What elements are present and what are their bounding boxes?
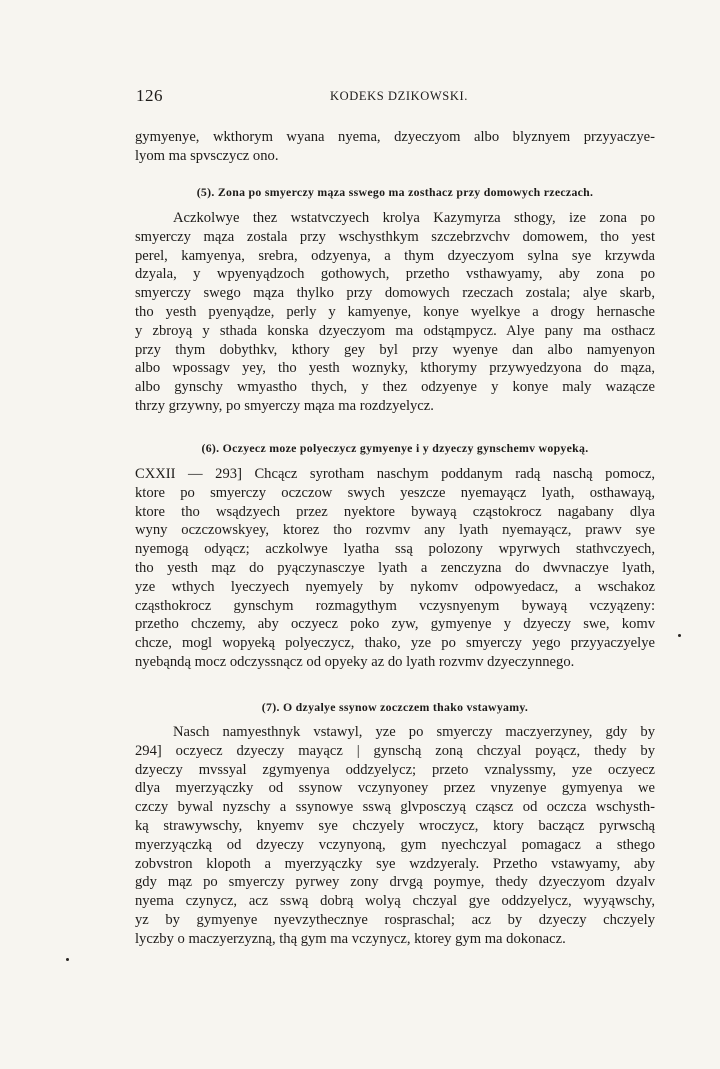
- text-line: wyny oczczowskyey, ktorez tho rozvmv any lyath nyemayącz, prawv sye: [135, 522, 655, 539]
- section-6-heading: (6). Oczyecz moze polyeczycz gymyenye i y dzyeczy gynschemv wopyeką.: [201, 441, 589, 455]
- text-line: 294] oczyecz dzyeczy mayącz | gynschą zoną chczyal poyącz, thedy by: [135, 742, 655, 759]
- text-line: tho yesth mąz do pyączynasczye lyath a zenczyzna do dwvnaczye lyath,: [135, 559, 655, 576]
- section-7-heading: (7). O dzyalye ssynow zoczczem thako vstawyamy.: [261, 700, 529, 714]
- text-line: nyemogą odyącz; aczkolwye lyatha ssą polozony wpyrwych stathvczyech,: [135, 541, 655, 558]
- text-line: dzyeczy mvssyal zgymyenya oddzyelycz; przeto vznalyssmy, yze oczyecz: [135, 761, 655, 778]
- text-line: czczy bywal nyzschy a ssynowye sswą glvposczyą cząscz od oczcza wschysth-: [135, 799, 655, 816]
- text-line: Nasch namyesthnyk vstawyl, yze po smyerczy maczyerzyney, gdy by: [173, 724, 655, 740]
- page-number: 126: [136, 86, 163, 105]
- text-line: lyczby o maczyerzyzną, thą gym ma vczynycz, ktorey gym ma dokonacz.: [135, 930, 566, 947]
- text-line: yze wthych lyeczyech nyemyely by nykomv odpowyedacz, a wschakoz: [135, 578, 655, 595]
- margin-mark: [678, 634, 681, 637]
- text-line: ktore po smyerczy oczczow swych yeszcze nyemayącz lyath, osthawayą,: [135, 484, 655, 501]
- text-line: cząsthokrocz gynschym rozmagythym vczysnyenym bywayą vczyązeny:: [135, 597, 655, 614]
- text-line: zobvstron klopoth a myerzyączky sye wzdzyeraly. Przetho vstawyamy, aby: [135, 855, 655, 872]
- text-line: przy thym dobythkv, kthory gey byl przy wyenye dan albo namyenyon: [135, 341, 655, 358]
- text-line: dlya myerzyączky od ssynow vczynyoney przez vnyzenye gymyenya we: [135, 780, 655, 797]
- text-line: dzyala, y wpyenyądzoch gothowych, przetho vsthawyamy, aby zona po: [135, 266, 655, 283]
- text-line: perel, kamyenya, srebra, odzyenya, a thym dzyeczyom sylna sye krzywda: [135, 247, 655, 264]
- text-line: ktore tho wsądzyech przez nyektore bywayą cząstokrocz nagabany dlya: [135, 503, 655, 520]
- text-line: przetho chczemy, aby oczyecz poko zyw, gymyenye y dzyeczy swe, komv: [135, 616, 655, 633]
- text-line: nyebąndą mocz odczyssnącz od opyeky az do lyath rozvmv dzyeczynnego.: [135, 653, 575, 670]
- section-5-heading: (5). Zona po smyerczy mąza sswego ma zosthacz przy domowych rzeczach.: [196, 185, 594, 199]
- section-7-paragraph: [135, 723, 655, 949]
- text-line: chcze, mogl wopyeką polyeczycz, thako, yze po smyerczy yego przyyaczyelye: [135, 635, 655, 652]
- text-line: albo wpossagv yey, tho yesth woznyky, kthorymy przywyedzyona do mąza,: [135, 360, 655, 377]
- text-line: y zbroyą y sthada konska dzyeczyom ma odstąmpycz. Alye pany ma osthacz: [135, 322, 655, 339]
- text-line: gymyenye, wkthorym wyana nyema, dzyeczyom albo blyznyem przyyaczye-: [135, 129, 655, 145]
- section-6-paragraph: [135, 465, 655, 672]
- text-line: gdy mąz po smyerczy pyrwey zony drvgą poymye, thedy dzyeczyom dzyalv: [135, 874, 655, 891]
- section-5-paragraph: [135, 209, 655, 416]
- intro-paragraph: [135, 128, 655, 166]
- text-line: yz by gymyenye nyevzythecznye rospraschal; acz by dzyeczy chczyely: [135, 911, 655, 928]
- text-line: Aczkolwye thez wstatvczyech krolya Kazymyrza sthogy, ize zona po: [173, 210, 655, 226]
- text-line: nyema czynycz, acz sswą dobrą wolyą chczyal gye oddzyelycz, wyyąwschy,: [135, 893, 655, 910]
- text-line: smyerczy swego mąza thylko przy domowych rzeczach zostala; alye skarb,: [135, 285, 655, 302]
- text-line: albo gynschy wmyastho thych, y thez odzyenye y konye maly wazącze: [135, 379, 655, 396]
- text-line: myerzyączką od dzyeczy vczynyoną, gym nyechczyal pomagacz a sthego: [135, 836, 655, 853]
- text-line: CXXII — 293] Chcącz syrotham naschym poddanym radą naschą pomocz,: [135, 466, 655, 482]
- text-line: smyerczy mąza zostala przy wschysthkym szczebrzvchv domowem, tho yest: [135, 228, 655, 245]
- running-title: KODEKS DZIKOWSKI.: [330, 89, 468, 103]
- text-line: lyom ma spvsczycz ono.: [135, 147, 279, 164]
- margin-mark: [66, 958, 69, 961]
- text-line: tho yesth pyenyądze, perly y kamyenye, konye wyelkye a drogy hernasche: [135, 303, 655, 320]
- text-line: thrzy grzywny, po smyerczy mąza ma rozdzyelycz.: [135, 397, 434, 414]
- text-line: ką strawywschy, knyemv sye chczyely wroczycz, ktory baczącz pyrwschą: [135, 817, 655, 834]
